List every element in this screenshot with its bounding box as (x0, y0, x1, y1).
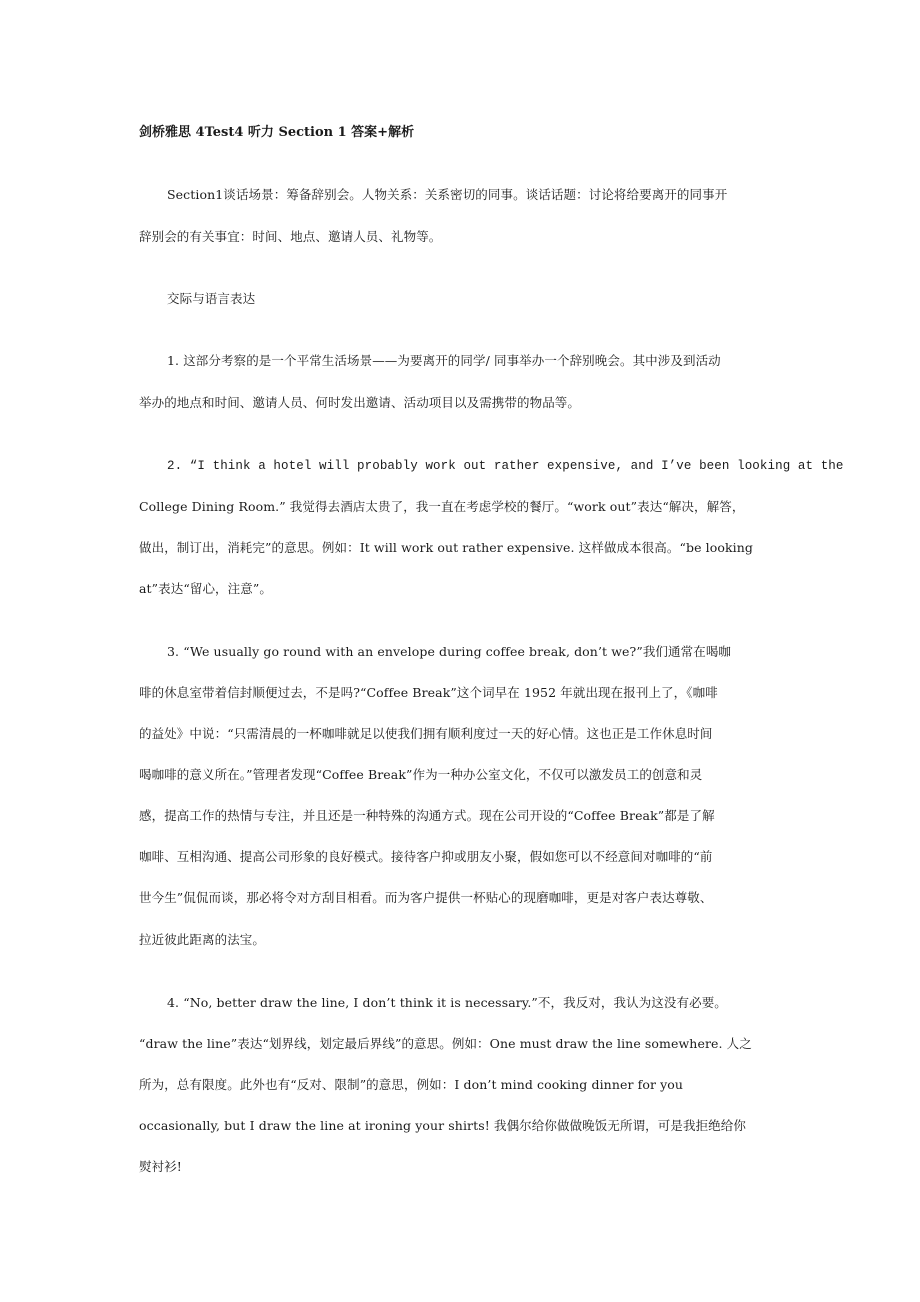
paragraph-line: 3. “We usually go round with an envelope during coffee break, don’t we?”我们通常在喝咖 (167, 644, 732, 659)
paragraph-line: “draw the line”表达“划界线，划定最后界线”的意思。例如：One must draw the line somewhere. 人之 (139, 1036, 752, 1051)
paragraph-line: 咖啡、互相沟通、提高公司形象的良好模式。接待客户抑或朋友小聚，假如您可以不经意间对咖啡的“前 (139, 849, 713, 864)
paragraph-line: 啡的休息室带着信封顺便过去，不是吗?“Coffee Break”这个词早在 1952 年就出现在报刊上了，《咖啡 (139, 685, 718, 700)
paragraph-line: 所为，总有限度。此外也有“反对、限制”的意思，例如：I don’t mind cooking dinner for you (139, 1077, 684, 1092)
paragraph-line: College Dining Room.” 我觉得去酒店太贵了，我一直在考虑学校的餐厅。“work out”表达“解决，解答， (139, 499, 745, 514)
paragraph-line: 拉近彼此距离的法宝。 (139, 932, 266, 947)
paragraph-line: 2. “I think a hotel will probably work out rather expensive, and I’ve been looking at the (167, 459, 844, 473)
paragraph-line: 世今生”侃侃而谈，那必将令对方刮目相看。而为客户提供一杯贴心的现磨咖啡，更是对客户表达尊敬、 (139, 890, 713, 905)
paragraph-line: at”表达“留心，注意”。 (139, 581, 272, 596)
paragraph-line: 1. 这部分考察的是一个平常生活场景——为要离开的同学/ 同事举办一个辞别晚会。其中涉及到活动 (167, 353, 721, 368)
paragraph-line: 做出，制订出，消耗完”的意思。例如：It will work out rather expensive. 这样做成本很高。“be looking (139, 540, 754, 555)
paragraph-line: occasionally, but I draw the line at ironing your shirts! 我偶尔给你做做晚饭无所谓，可是我拒绝给你 (139, 1118, 746, 1133)
paragraph-line: 4. “No, better draw the line, I don’t think it is necessary.”不，我反对，我认为这没有必要。 (167, 995, 727, 1010)
paragraph-line: Section1谈话场景：筹备辞别会。人物关系：关系密切的同事。谈话话题：讨论将给要离开的同事开 (167, 187, 728, 202)
document-title: 剑桥雅思 4Test4 听力 Section 1 答案+解析 (139, 125, 415, 140)
paragraph-line: 喝咖啡的意义所在。”管理者发现“Coffee Break”作为一种办公室文化，不仅可以激发员工的创意和灵 (139, 767, 703, 782)
paragraph-line: 辞别会的有关事宜：时间、地点、邀请人员、礼物等。 (139, 229, 442, 244)
section-heading: 交际与语言表达 (167, 291, 256, 306)
paragraph-line: 熨衬衫! (139, 1159, 182, 1174)
paragraph-line: 感，提高工作的热情与专注，并且还是一种特殊的沟通方式。现在公司开设的“Coffee Break”都是了解 (139, 808, 715, 823)
paragraph-line: 的益处》中说：“只需清晨的一杯咖啡就足以使我们拥有顺利度过一天的好心情。这也正是工作休息时间 (139, 726, 713, 741)
paragraph-line: 举办的地点和时间、邀请人员、何时发出邀请、活动项目以及需携带的物品等。 (139, 395, 581, 410)
